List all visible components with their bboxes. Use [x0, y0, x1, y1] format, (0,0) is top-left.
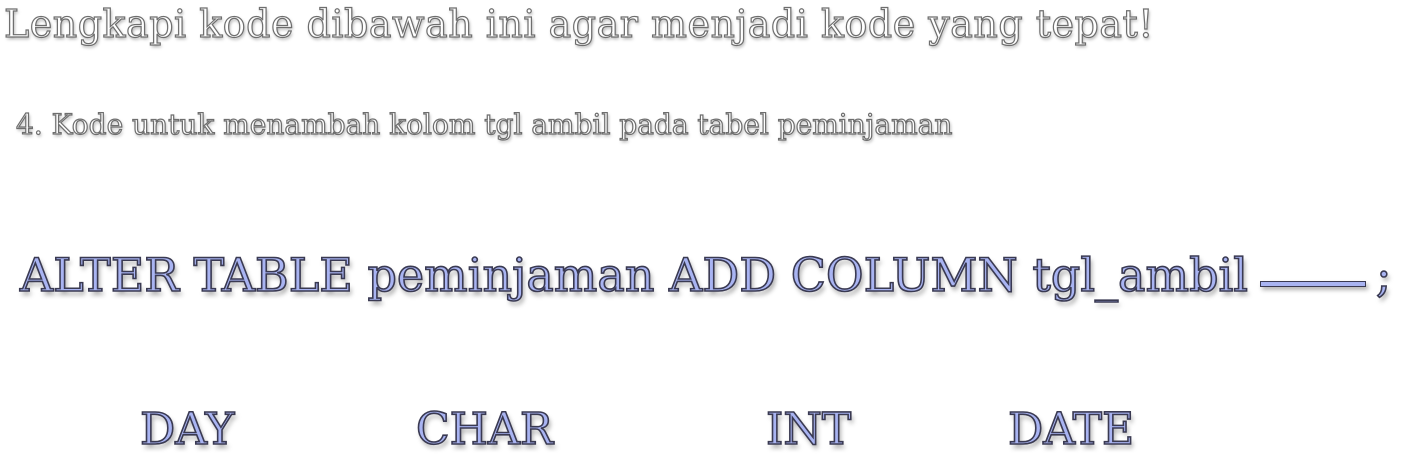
question-text: 4. Kode untuk menambah kolom tgl ambil pada tabel peminjaman — [16, 108, 953, 141]
code-table-name: peminjaman — [367, 248, 655, 302]
option-char[interactable]: CHAR — [416, 404, 553, 455]
code-statement — [20, 248, 1391, 302]
code-column-name: tgl_ambil — [1032, 248, 1248, 302]
code-keyword-add-column: ADD COLUMN — [669, 248, 1018, 302]
code-keyword-alter-table: ALTER TABLE — [20, 248, 353, 302]
answer-blank[interactable] — [1260, 281, 1366, 287]
code-terminator: ; — [1375, 248, 1392, 302]
option-int[interactable]: INT — [766, 404, 852, 455]
option-day[interactable]: DAY — [140, 404, 235, 455]
option-date[interactable]: DATE — [1008, 404, 1135, 455]
instruction-heading: Lengkapi kode dibawah ini agar menjadi kode yang tepat! — [4, 2, 1155, 46]
